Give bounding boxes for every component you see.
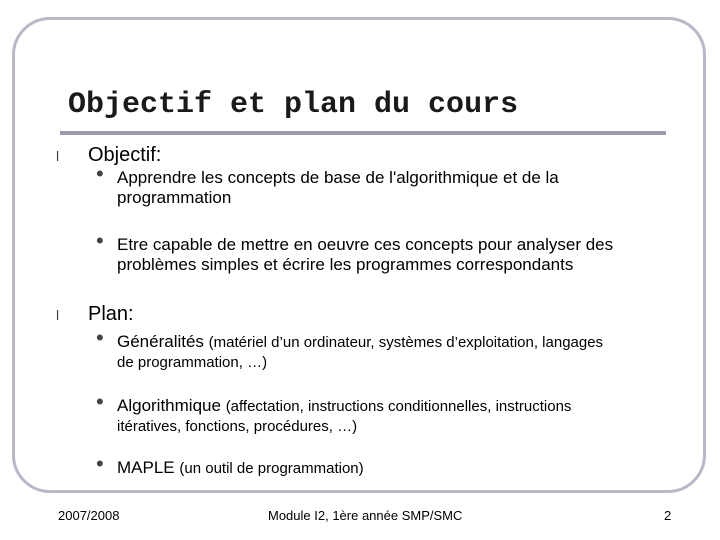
title-underline (60, 131, 666, 135)
item-text: Algorithmique (117, 396, 221, 415)
item-text: Apprendre les concepts de base de l'algorithmique et de la (117, 168, 559, 187)
bullet-icon: l (56, 148, 60, 164)
section-heading: Plan: (88, 303, 134, 325)
bullet-icon: • (96, 228, 104, 253)
item-text-continued: programmation (117, 188, 232, 207)
bullet-icon: l (56, 307, 60, 323)
item-text: Généralités (117, 332, 204, 351)
item-detail: (un outil de programmation) (179, 460, 364, 477)
slide-title: Objectif et plan du cours (68, 88, 519, 122)
bullet-icon: • (96, 389, 104, 414)
item-text-continued: problèmes simples et écrire les programmes correspondants (117, 255, 574, 274)
footer-center: Module I2, 1ère année SMP/SMC (268, 508, 463, 523)
bullet-icon: • (96, 161, 104, 186)
footer-date: 2007/2008 (58, 508, 120, 523)
page-number: 2 (664, 508, 672, 523)
item-detail-continued: de programmation, …) (117, 354, 268, 371)
item-text: Etre capable de mettre en oeuvre ces concepts pour analyser des (117, 235, 614, 254)
item-detail: (matériel d’un ordinateur, systèmes d’exploitation, langages (208, 334, 604, 351)
section-heading: Objectif: (88, 144, 162, 166)
item-detail: (affectation, instructions conditionnelles, instructions (225, 398, 572, 415)
bullet-icon: • (96, 325, 104, 350)
item-text: MAPLE (117, 458, 175, 477)
bullet-icon: • (96, 451, 104, 476)
item-detail-continued: itératives, fonctions, procédures, …) (117, 418, 358, 435)
